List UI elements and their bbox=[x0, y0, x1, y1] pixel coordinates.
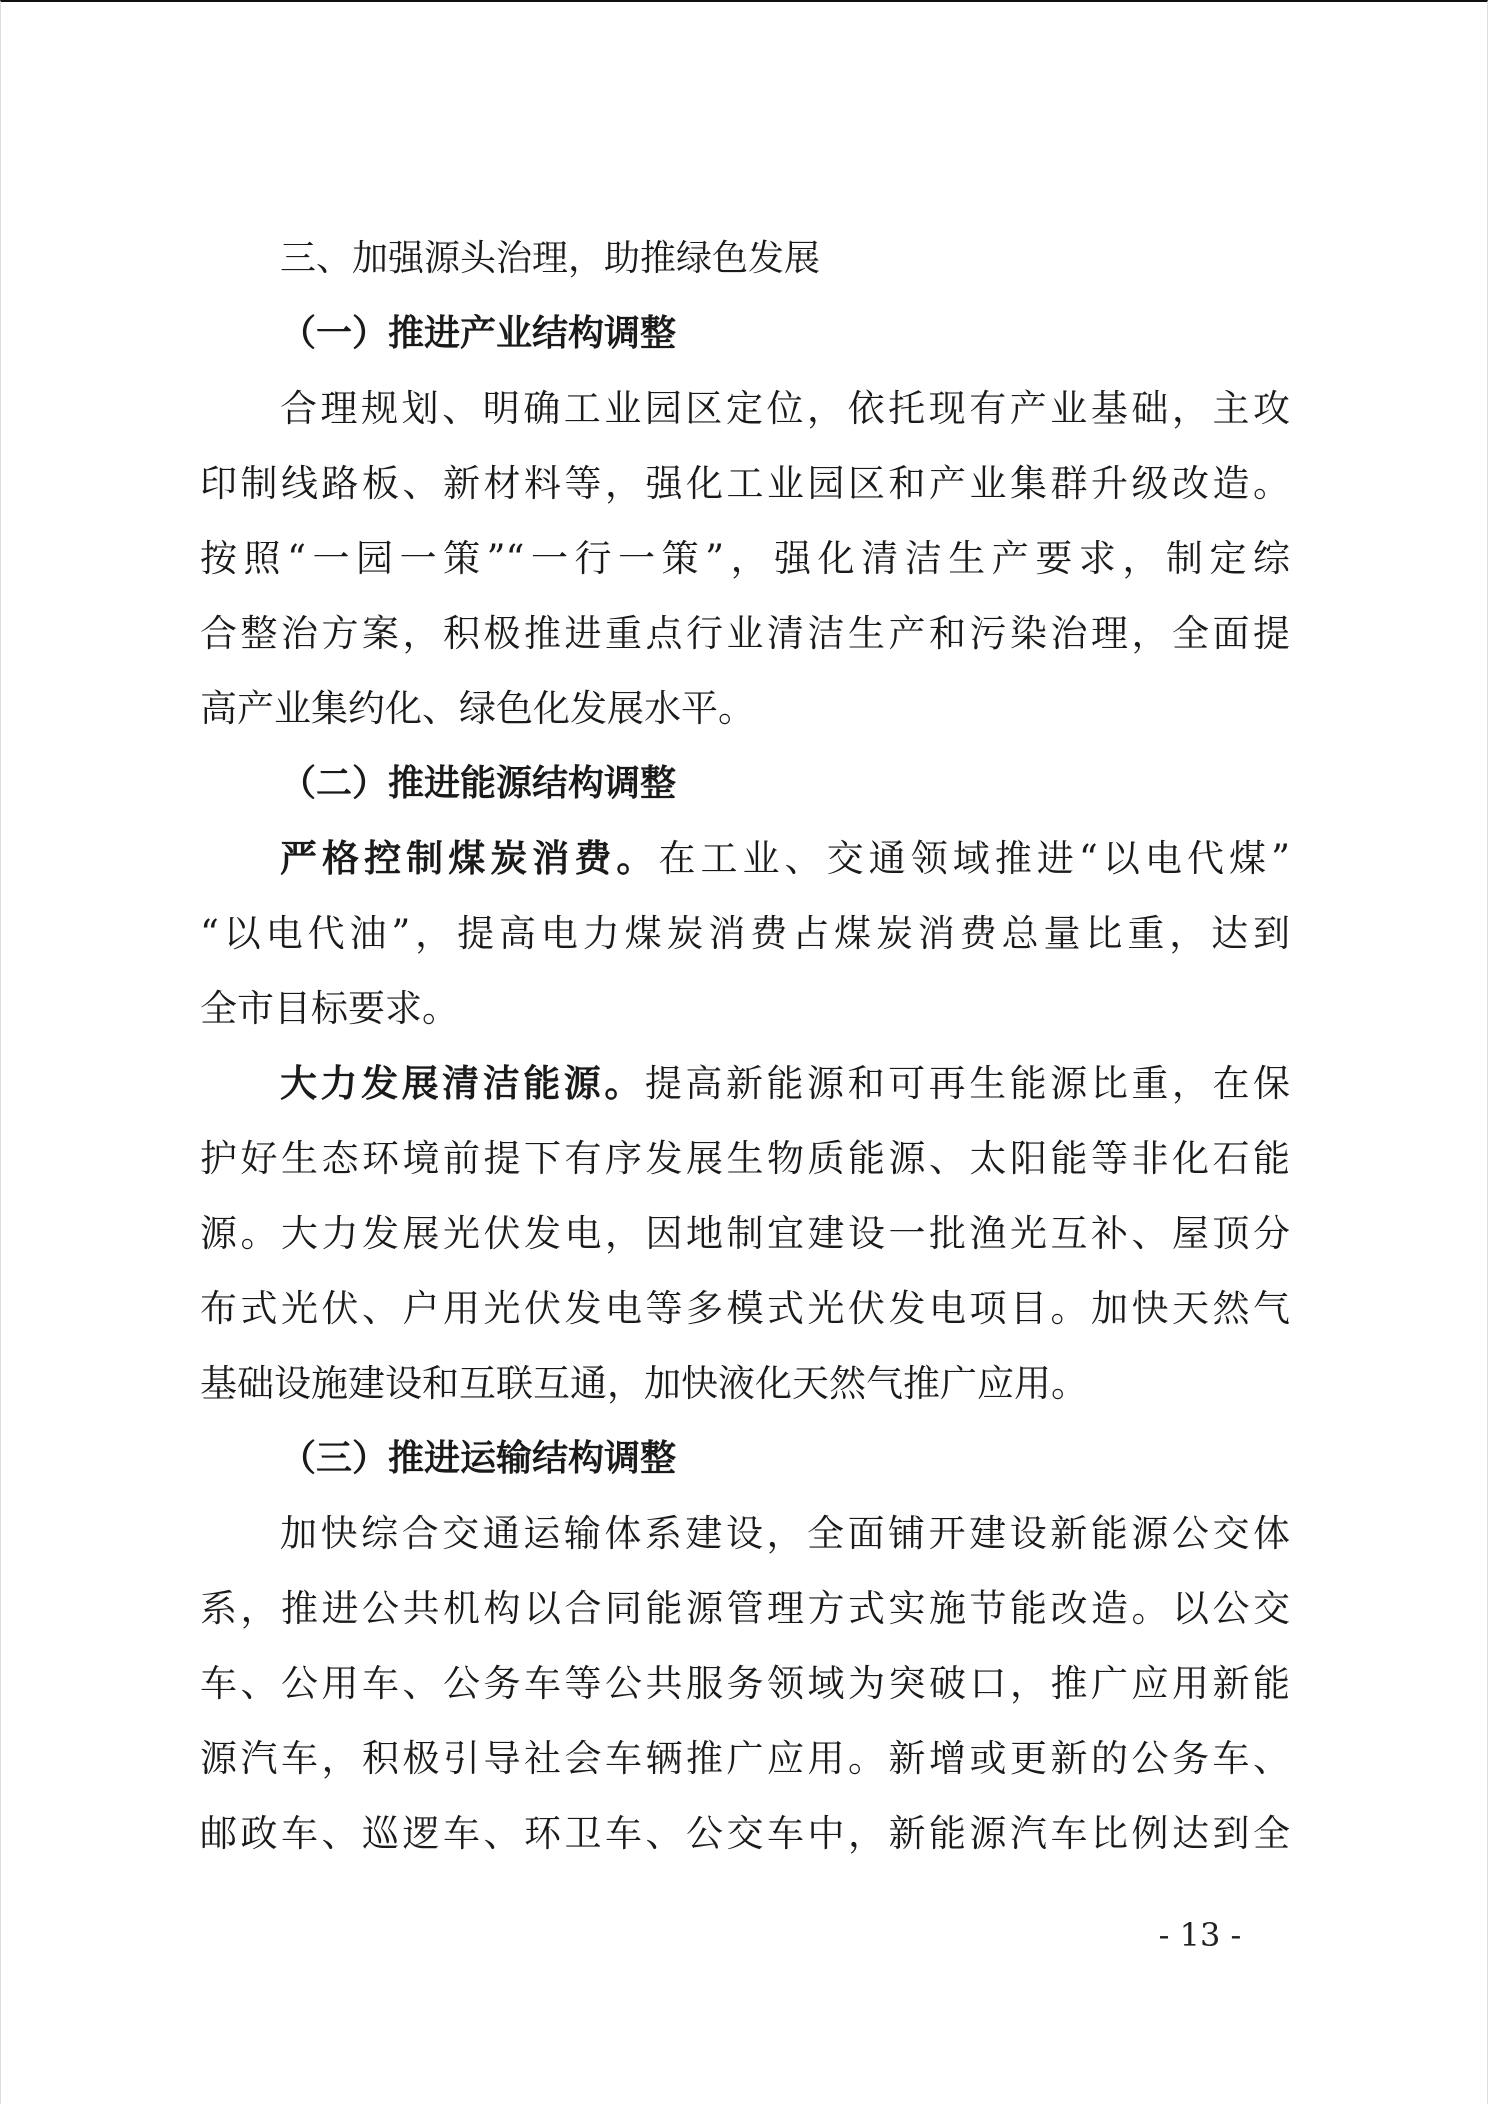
paragraph-line: 加快综合交通运输体系建设，全面铺开建设新能源公交体 bbox=[280, 1512, 1290, 1555]
paragraph-first-line bbox=[200, 1053, 1290, 1128]
paragraph-line: 源汽车，积极引导社会车辆推广应用。新增或更新的公务车、 bbox=[200, 1737, 1290, 1780]
paragraph-lead: 严格控制煤炭消费。 bbox=[280, 837, 659, 880]
paragraph-text: 提高新能源和可再生能源比重，在保 bbox=[644, 1062, 1290, 1105]
paragraph-line: 车、公用车、公务车等公共服务领域为突破口，推广应用新能 bbox=[200, 1662, 1290, 1705]
paragraph-line: 全市目标要求。 bbox=[200, 987, 459, 1030]
paragraph-line: 系，推进公共机构以合同能源管理方式实施节能改造。以公交 bbox=[200, 1587, 1290, 1630]
paragraph-line: 高产业集约化、绿色化发展水平。 bbox=[200, 687, 755, 730]
paragraph-line: 合整治方案，积极推进重点行业清洁生产和污染治理，全面提 bbox=[200, 612, 1290, 655]
paragraph-line: 按照“一园一策”“一行一策”，强化清洁生产要求，制定综 bbox=[200, 537, 1290, 580]
page-number: - 13 - bbox=[1158, 1916, 1242, 1954]
paragraph-line: 合理规划、明确工业园区定位，依托现有产业基础，主攻 bbox=[280, 387, 1290, 430]
paragraph-line: 布式光伏、户用光伏发电等多模式光伏发电项目。加快天然气 bbox=[200, 1287, 1290, 1330]
subsection-title-1: （一）推进产业结构调整 bbox=[280, 313, 677, 354]
subsection-title-3: （三）推进运输结构调整 bbox=[280, 1438, 677, 1479]
paragraph-line: 邮政车、巡逻车、环卫车、公交车中，新能源汽车比例达到全 bbox=[200, 1812, 1290, 1855]
paragraph-line: 基础设施建设和互联互通，加快液化天然气推广应用。 bbox=[200, 1362, 1088, 1405]
paragraph-lead: 大力发展清洁能源。 bbox=[280, 1062, 645, 1105]
paragraph-text: 在工业、交通领域推进“以电代煤” bbox=[658, 837, 1290, 880]
paragraph-first-line bbox=[200, 828, 1290, 903]
paragraph-line: 护好生态环境前提下有序发展生物质能源、太阳能等非化石能 bbox=[200, 1137, 1290, 1180]
subsection-title-2: （二）推进能源结构调整 bbox=[280, 763, 677, 804]
document-body bbox=[200, 228, 1290, 1878]
paragraph-line: 源。大力发展光伏发电，因地制宜建设一批渔光互补、屋顶分 bbox=[200, 1212, 1290, 1255]
section-heading: 三、加强源头治理，助推绿色发展 bbox=[280, 238, 821, 279]
paragraph-line: “以电代油”，提高电力煤炭消费占煤炭消费总量比重，达到 bbox=[200, 912, 1290, 955]
paragraph-line: 印制线路板、新材料等，强化工业园区和产业集群升级改造。 bbox=[200, 462, 1290, 505]
